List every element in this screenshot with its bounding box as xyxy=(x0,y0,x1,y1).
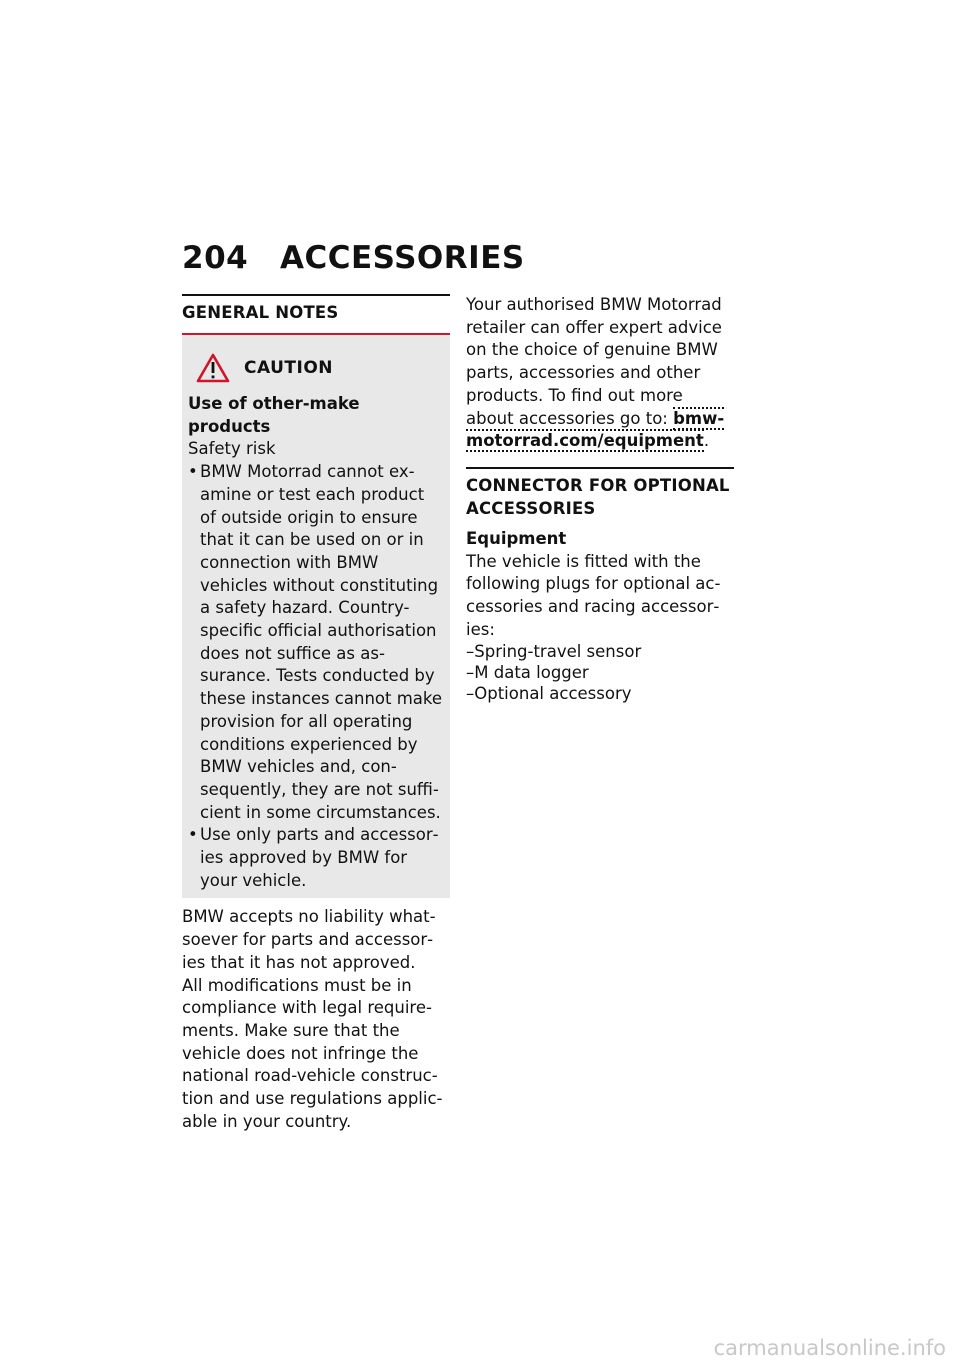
caution-subtitle: Safety risk xyxy=(188,439,276,459)
caution-label: CAUTION xyxy=(244,357,334,378)
connector-heading: CONNECTOR FOR OPTIONAL ACCESSORIES xyxy=(466,467,734,520)
plug-list-item: –Spring-travel sensor xyxy=(466,642,642,662)
plug-list xyxy=(466,641,734,704)
plug-list-item: –Optional accessory xyxy=(466,684,632,704)
caution-header xyxy=(188,353,444,383)
accessories-link[interactable]: bmw-motorrad.com/equipment xyxy=(466,408,725,451)
general-notes-heading: GENERAL NOTES xyxy=(182,294,450,335)
caution-bullet: • Use only parts and accessories approved by BMW for your vehicle. xyxy=(188,824,444,892)
link-suffix: . xyxy=(703,431,710,451)
connector-section xyxy=(466,467,734,705)
caution-box xyxy=(182,335,450,898)
compliance-paragraph: All modifications must be in compliance with legal requirements. Make sure that the vehicle does not infringe the national road-vehicle construction and use regulations applicable in your country. xyxy=(182,975,443,1131)
plug-list-item: –M data logger xyxy=(466,663,589,683)
watermark: carmanualsonline.info xyxy=(713,1336,946,1360)
caution-title: Use of other-make products xyxy=(188,394,360,436)
liability-paragraph: BMW accepts no liability whatsoever for parts and accessories that it has not approved. xyxy=(182,907,436,972)
chapter-title: ACCESSORIES xyxy=(280,240,525,276)
retailer-paragraph xyxy=(466,294,734,453)
connector-paragraph: The vehicle is fitted with the following plugs for optional accessories and racing accessories: xyxy=(466,551,721,639)
caution-bullet: • BMW Motorrad cannot examine or test each product of outside origin to ensure that it can be used on or in connection with BMW vehicles without constituting a safety hazard. Country-specific official authorisation does not suffice as assurance. Tests conducted by these instances cannot make provision for all operating conditions experienced by BMW vehicles and, consequently, they are not sufficient in some circumstances. xyxy=(188,461,444,824)
right-column xyxy=(466,294,734,704)
retailer-text: Your authorised BMW Motorrad retailer can offer expert advice on the choice of genuine BMW parts, accessories and other products. To find out more about accessories go to: xyxy=(466,295,722,428)
caution-bullet-list xyxy=(188,461,444,892)
warning-triangle-icon xyxy=(196,353,230,383)
left-column xyxy=(182,294,450,1134)
page-number: 204 xyxy=(182,240,249,276)
equipment-subheading: Equipment xyxy=(466,528,567,548)
page-header xyxy=(182,240,525,276)
